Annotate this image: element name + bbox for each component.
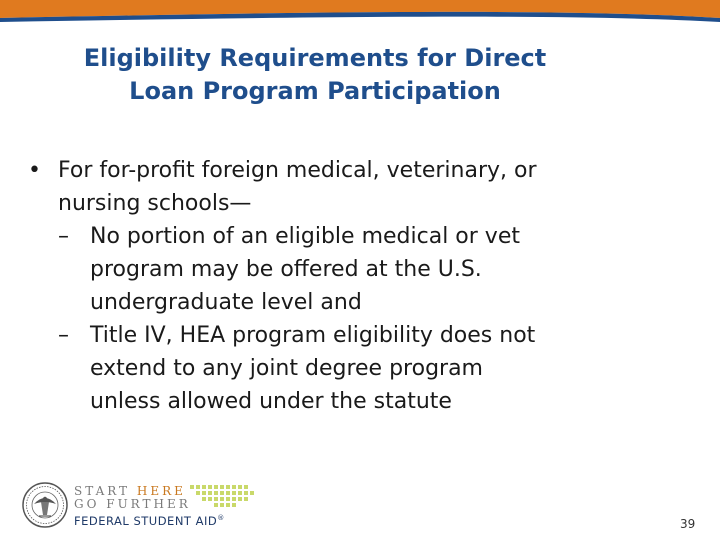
logo-line-go-further: GO FURTHER	[74, 497, 191, 511]
logo-here-text: HERE	[136, 484, 186, 498]
bullet-item	[28, 154, 688, 220]
sub-bullet-line: undergraduate level and	[90, 290, 362, 315]
dot-matrix-graphic-icon	[190, 484, 254, 508]
fsa-logo	[22, 482, 262, 532]
logo-line-federal-student-aid	[74, 514, 225, 528]
bullet-line-1: For for-profit foreign medical, veterinary, or	[58, 158, 537, 183]
fsa-logo-text	[74, 484, 264, 530]
logo-trademark: ®	[217, 514, 225, 523]
logo-start-text: START	[74, 484, 137, 498]
department-of-education-seal-icon	[22, 482, 68, 528]
logo-fsa-text: FEDERAL STUDENT AID	[74, 514, 218, 528]
sub-bullet-line: unless allowed under the statute	[90, 389, 452, 414]
dash-symbol: –	[58, 323, 69, 348]
sub-bullet-line: No portion of an eligible medical or vet	[90, 224, 520, 249]
slide-body	[28, 154, 688, 418]
slide-title-line-2: Loan Program Participation	[129, 77, 501, 105]
bullet-line-2: nursing schools—	[58, 191, 252, 216]
bullet-symbol: •	[28, 158, 41, 183]
sub-bullet-line: Title IV, HEA program eligibility does not	[90, 323, 536, 348]
sub-bullet-line: extend to any joint degree program	[90, 356, 483, 381]
slide-title-line-1: Eligibility Requirements for Direct	[83, 44, 547, 72]
logo-line-start-here	[74, 484, 186, 498]
slide-title	[0, 42, 630, 108]
page-number: 39	[680, 517, 696, 531]
top-banner	[0, 0, 720, 36]
sub-bullet-item	[58, 220, 688, 319]
dash-symbol: –	[58, 224, 69, 249]
sub-bullet-item	[58, 319, 688, 418]
sub-bullet-line: program may be offered at the U.S.	[90, 257, 482, 282]
